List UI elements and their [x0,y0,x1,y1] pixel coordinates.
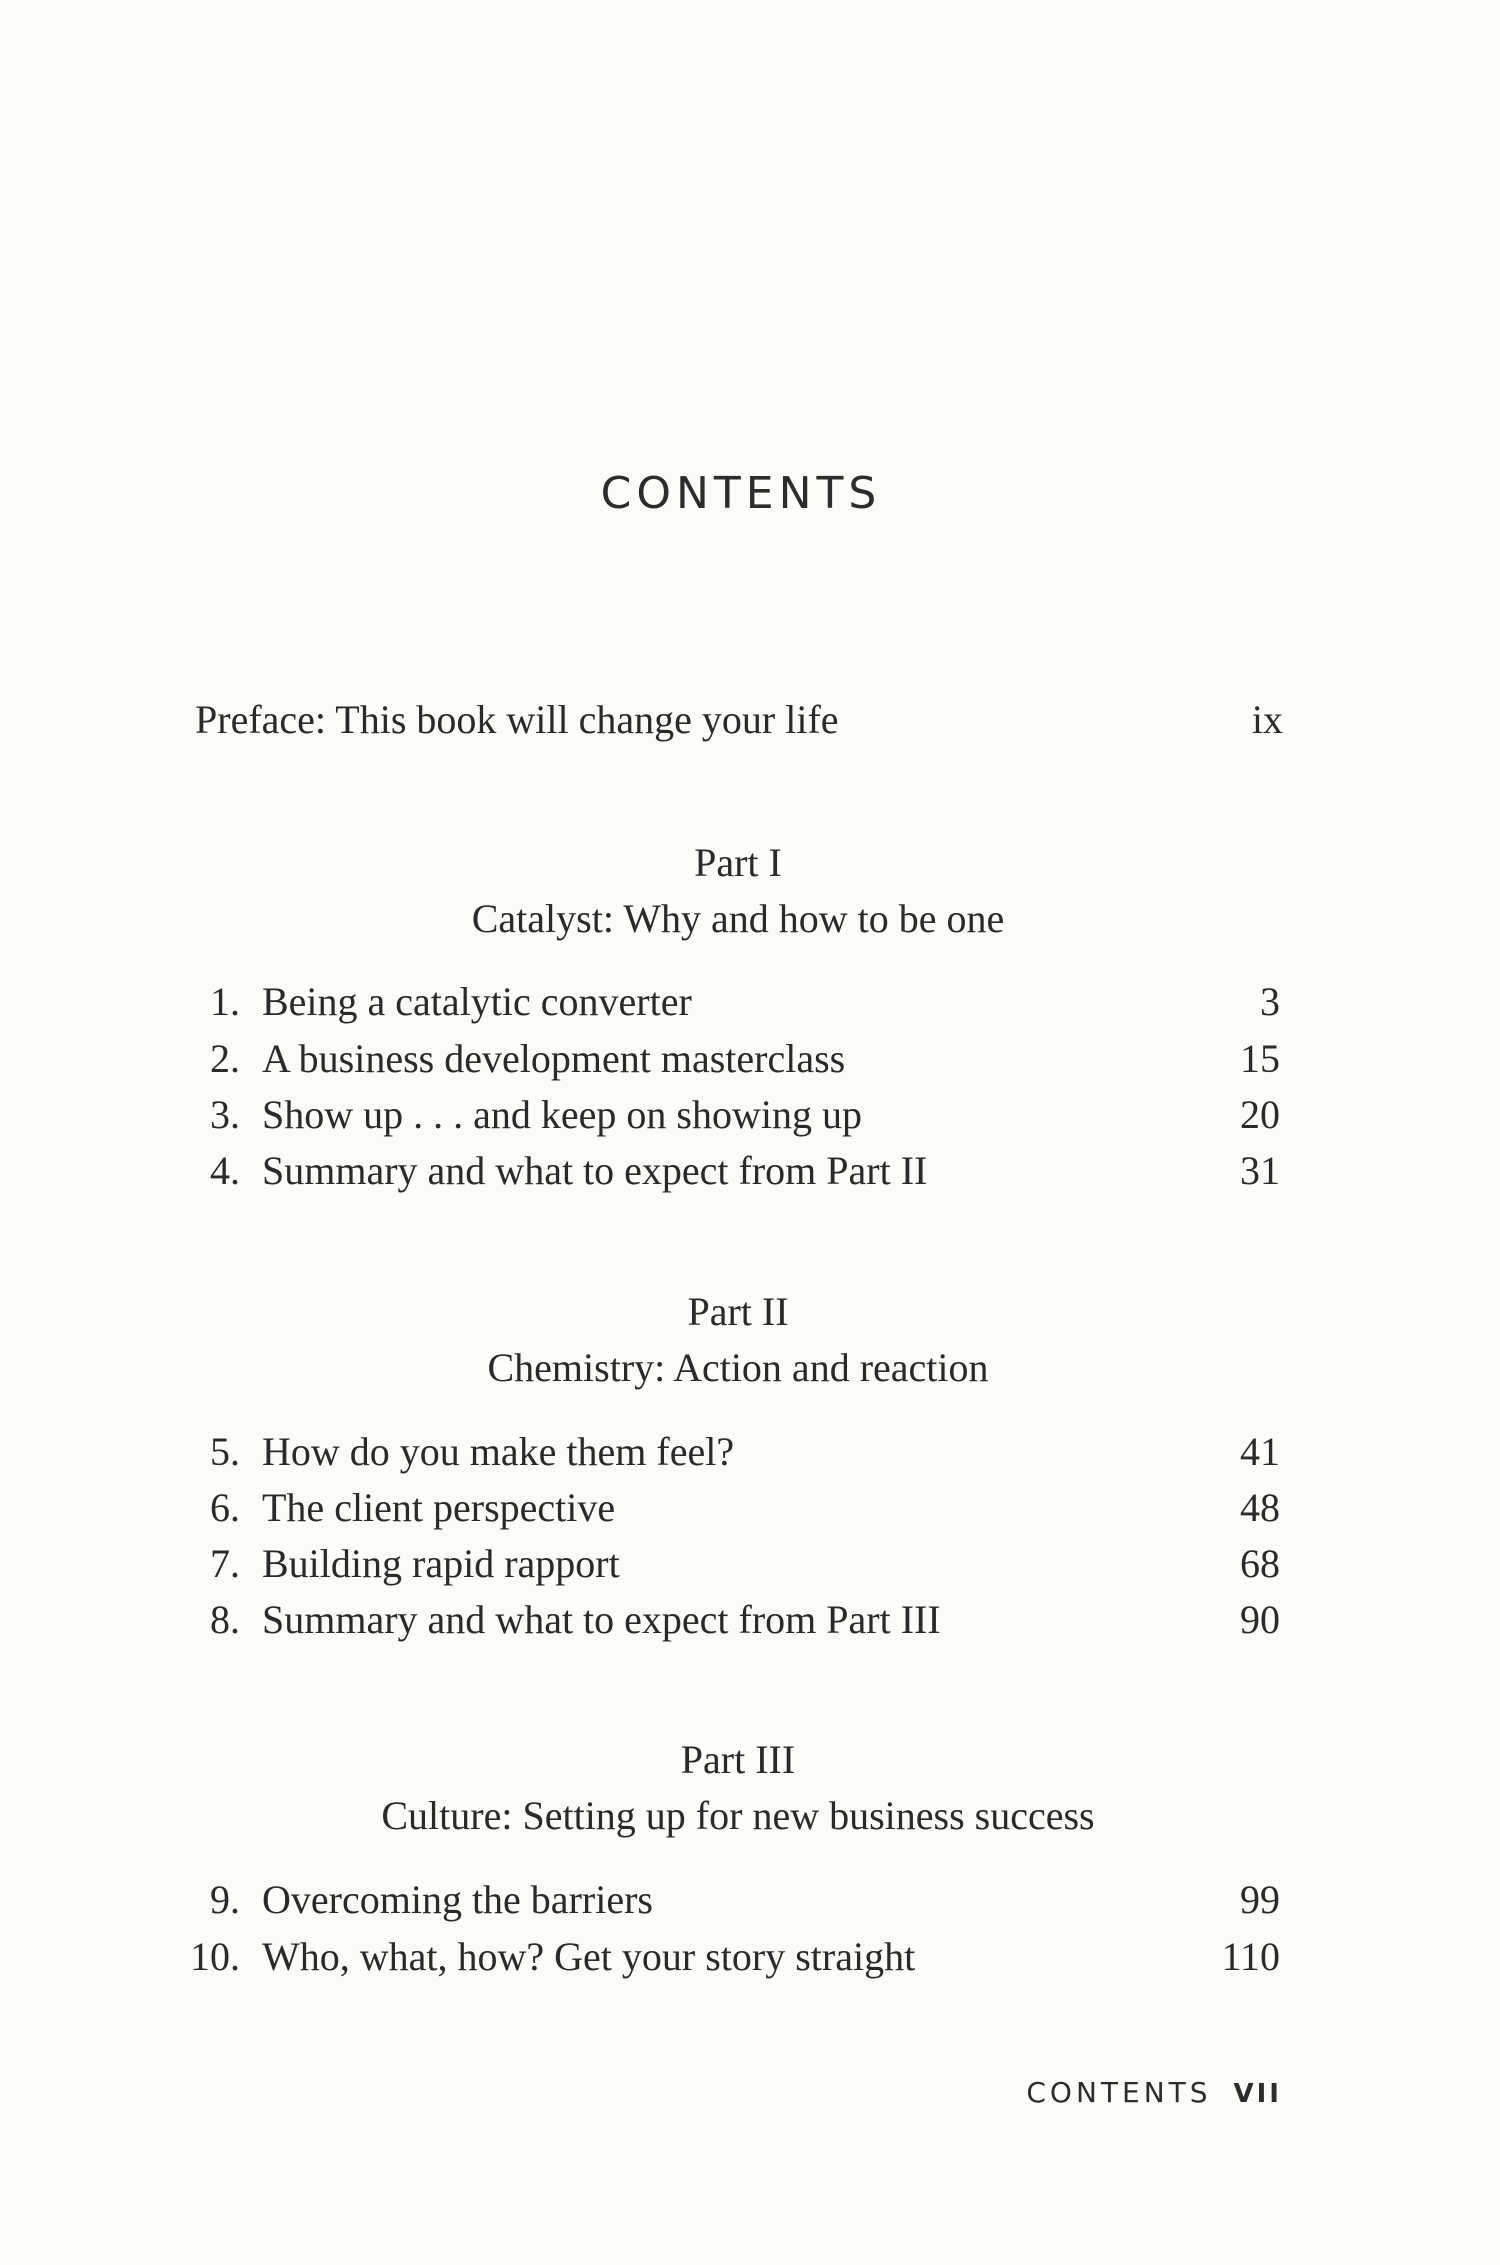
chapter-number: 3. [210,1092,240,1137]
preface-entry[interactable] [195,695,1283,745]
chapter-title: A business development masterclass [262,1036,846,1081]
chapter-page-number: 48 [1240,1485,1280,1530]
toc-entry[interactable] [190,1539,1280,1589]
preface-page-number: ix [1251,697,1283,742]
page-title: CONTENTS [600,468,882,519]
chapter-page-number: 3 [1260,979,1280,1024]
preface-title: Preface: This book will change your life [195,697,839,742]
footer-page-number: VII [1233,2079,1282,2109]
toc-entry[interactable] [190,1034,1280,1084]
chapter-number: 6. [210,1485,240,1530]
part-2-label: Part II [687,1289,789,1334]
toc-entry[interactable] [190,1427,1280,1477]
chapter-page-number: 99 [1240,1877,1280,1922]
chapter-page-number: 41 [1240,1429,1280,1474]
chapter-title: Summary and what to expect from Part III [262,1597,941,1642]
toc-entry[interactable] [190,1875,1280,1925]
toc-entry[interactable] [190,1090,1280,1140]
chapter-page-number: 90 [1240,1597,1280,1642]
chapter-number: 5. [210,1429,240,1474]
chapter-page-number: 20 [1240,1092,1280,1137]
chapter-page-number: 15 [1240,1036,1280,1081]
toc-entry[interactable] [190,1932,1280,1982]
part-1-label: Part I [694,840,782,885]
chapter-title: Overcoming the barriers [262,1877,653,1922]
chapter-page-number: 68 [1240,1541,1280,1586]
running-footer [1026,2073,1282,2113]
chapter-number: 4. [210,1148,240,1193]
chapter-number: 2. [210,1036,240,1081]
toc-entry[interactable] [190,1146,1280,1196]
chapter-title: Building rapid rapport [262,1541,620,1586]
chapter-title: The client perspective [262,1485,616,1530]
chapter-number: 10. [190,1934,240,1979]
chapter-title: How do you make them feel? [262,1429,735,1474]
chapter-title: Show up . . . and keep on showing up [262,1092,862,1137]
chapter-number: 7. [210,1541,240,1586]
part-1-subtitle: Catalyst: Why and how to be one [471,896,1005,941]
chapter-page-number: 110 [1221,1934,1280,1979]
toc-entry[interactable] [190,1595,1280,1645]
toc-entry[interactable] [190,977,1280,1027]
chapter-title: Who, what, how? Get your story straight [262,1934,916,1979]
chapter-page-number: 31 [1240,1148,1280,1193]
chapter-number: 8. [210,1597,240,1642]
chapter-title: Being a catalytic converter [262,979,692,1024]
part-3-subtitle: Culture: Setting up for new business success [381,1793,1095,1838]
part-2-subtitle: Chemistry: Action and reaction [487,1345,989,1390]
chapter-number: 9. [210,1877,240,1922]
part-3-label: Part III [680,1737,796,1782]
footer-label: CONTENTS [1026,2076,1212,2109]
chapter-title: Summary and what to expect from Part II [262,1148,928,1193]
chapter-number: 1. [210,979,240,1024]
toc-entry[interactable] [190,1483,1280,1533]
